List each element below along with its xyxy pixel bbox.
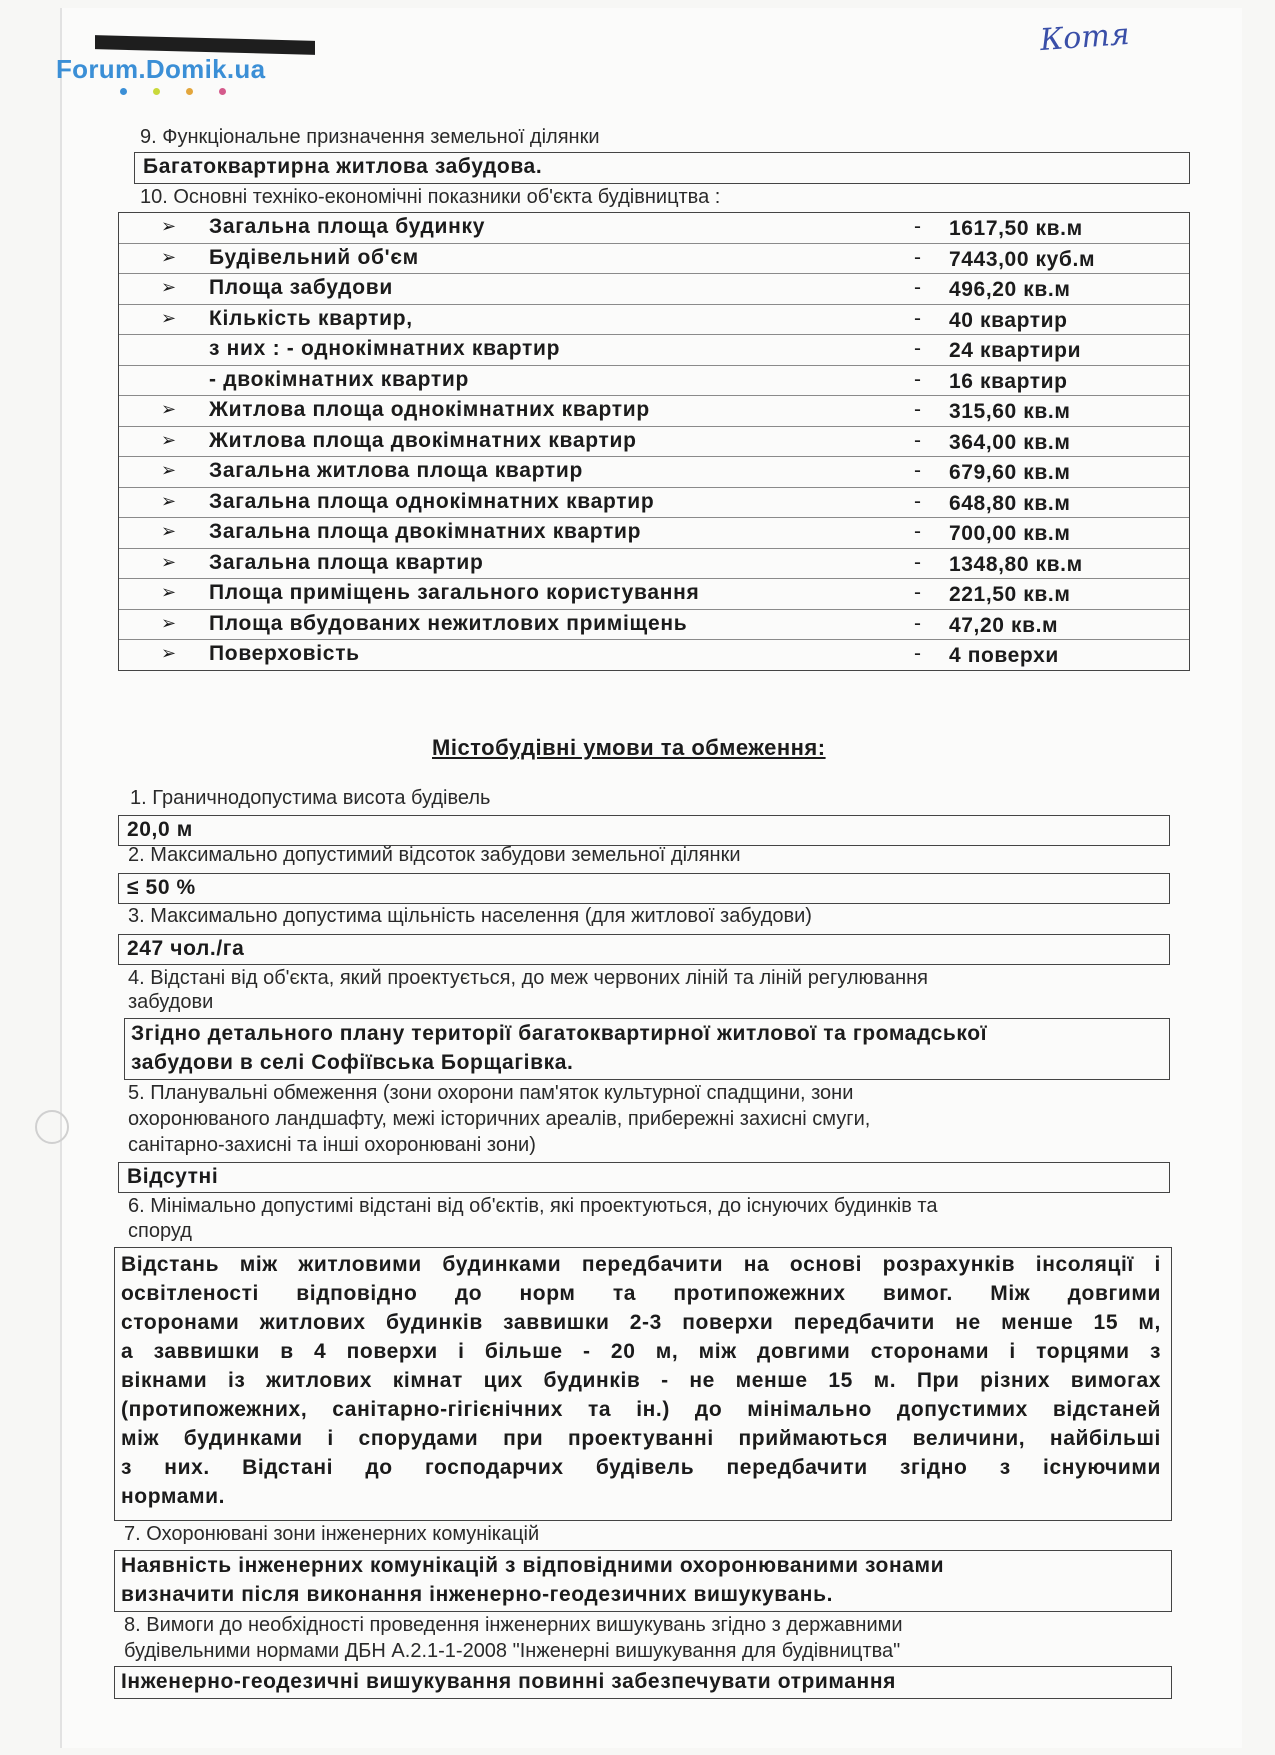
bullet-icon: ➢ [161,551,177,572]
item8-value [121,1667,896,1696]
indicator-row [119,213,1189,244]
item8-value-line1: Інженерно-геодезичні вишукування повинні забезпечувати отримання [121,1670,896,1693]
item6-box [114,1247,1172,1521]
indicator-name: Площа вбудованих нежитлових приміщень [209,611,688,635]
bullet-icon: ➢ [161,521,177,541]
dot-orange [186,88,193,95]
bullet-icon: ➢ [161,246,177,267]
indicator-dash: - [914,489,921,513]
indicator-name: Загальна площа двокімнатних квартир [209,520,642,543]
indicator-name: Загальна площа квартир [209,550,484,574]
dot-green [153,88,160,95]
indicator-value: 364,00 кв.м [949,430,1071,454]
item8-label-line1: 8. Вимоги до необхідності проведення інженерних вишукувань згідно з державними [124,1614,903,1636]
item1-box [118,815,1170,846]
indicator-row [119,335,1189,366]
bullet-icon: ➢ [161,490,177,511]
dot-pink [219,88,226,95]
item4-value-line2: забудови в селі Софіївська Борщагівка. [131,1051,574,1074]
indicator-row [119,549,1189,580]
indicator-value: 7443,00 куб.м [949,247,1096,271]
item6-label-line2: споруд [128,1220,192,1242]
indicator-dash: - [914,245,921,269]
indicator-row [119,244,1189,275]
indicator-row [119,488,1189,519]
indicator-dash: - [914,276,921,299]
item5-label-line3: санітарно-захисні та інші охоронювані зони) [128,1134,536,1156]
indicator-dash: - [914,520,921,543]
bullet-icon: ➢ [161,277,177,297]
indicator-dash: - [914,550,921,574]
indicator-value: 315,60 кв.м [949,400,1071,423]
indicator-row [119,640,1189,670]
item7-value [121,1551,944,1609]
handwritten-note: Котя [1038,16,1131,59]
item3-value: 247 чол./га [127,937,245,960]
item7-value-line1: Наявність інженерних комунікацій з відповідними охоронюваними зонами [121,1554,945,1577]
item6-value-line1: Відстань між житловими будинками передбачити на основі розрахунків інсоляції і [121,1253,1161,1276]
item6-value-line2: освітленості відповідно до норм та протипожежних вимог. Між довгими [121,1282,1161,1305]
bullet-icon: ➢ [161,429,177,450]
bullet-icon: ➢ [161,399,177,419]
indicator-name: Житлова площа однокімнатних квартир [209,398,650,421]
indicator-dash: - [914,459,921,482]
item5-value: Відсутні [127,1165,219,1188]
item6-value-line6: (протипожежних, санітарно-гігієнічних та ін.) до мінімально допустимих відстаней [121,1398,1161,1421]
item4-value [131,1019,987,1077]
item1-label: 1. Граничнодопустима висота будівель [130,787,491,809]
item8-box [114,1666,1172,1699]
indicator-value: 40 квартир [949,308,1068,332]
item6-value-line5: вікнами із житлових кімнат цих будинків - не менше 15 м. При різних вимогах [121,1369,1161,1392]
item7-value-line2: визначити після виконання інженерно-геодезичних вишукувань. [121,1583,834,1606]
indicator-dash: - [914,367,921,391]
indicator-name: Загальна житлова площа квартир [209,459,584,482]
indicator-name: Загальна площа будинку [209,215,486,238]
indicator-name: - двокімнатних квартир [209,367,470,391]
indicators-table [118,212,1190,671]
staple-mark [35,1110,69,1144]
indicator-value: 679,60 кв.м [949,461,1071,484]
item5-label-line2: охоронюваного ландшафту, межі історичних ареалів, прибережні захисні смуги, [128,1108,871,1130]
item6-label-line1: 6. Мінімально допустимі відстані від об'єктів, які проектуються, до існуючих будинків та [128,1195,938,1217]
indicator-row [119,305,1189,336]
indicator-value: 16 квартир [949,369,1068,393]
indicator-value: 700,00 кв.м [949,522,1071,545]
bullet-icon: ➢ [161,216,177,236]
indicator-value: 1348,80 кв.м [949,552,1083,576]
conditions-title: Містобудівні умови та обмеження: [432,735,826,760]
indicator-row [119,427,1189,458]
item4-value-line1: Згідно детального плану території багатоквартирної житлової та громадської [131,1022,988,1045]
watermark-logo: Forum.Domik.ua [56,54,266,84]
section9-value: Багатоквартирна житлова забудова. [143,155,543,178]
indicator-dash: - [914,306,921,330]
indicator-value: 496,20 кв.м [949,278,1071,301]
item3-box [118,934,1170,965]
indicator-name: Будівельний об'єм [209,245,419,269]
indicator-name: Площа забудови [209,276,393,299]
item6-value-line3: сторонами житлових будинків заввишки 2-3 поверхи передбачити не менше 15 м, [121,1311,1161,1334]
bullet-icon: ➢ [161,460,177,480]
section9-label: 9. Функціональне призначення земельної ділянки [140,126,600,148]
item4-box [124,1018,1170,1080]
item6-value-line9: нормами. [121,1485,226,1508]
indicator-dash: - [914,611,921,635]
dot-blue [120,88,127,95]
indicator-row [119,579,1189,610]
item6-value-line8: з них. Відстані до господарчих будівель передбачити згідно з існуючими [121,1456,1161,1479]
indicator-dash: - [914,581,921,604]
bullet-icon: ➢ [161,307,177,328]
indicator-value: 648,80 кв.м [949,491,1071,515]
indicator-value: 1617,50 кв.м [949,217,1083,240]
item5-box [118,1162,1170,1193]
indicator-name: Загальна площа однокімнатних квартир [209,489,655,513]
indicator-row [119,457,1189,488]
indicator-dash: - [914,642,921,665]
indicator-dash: - [914,337,921,360]
item2-label: 2. Максимально допустимий відсоток забудови земельної ділянки [128,844,741,866]
item5-label-line1: 5. Планувальні обмеження (зони охорони пам'яток культурної спадщини, зони [128,1082,854,1104]
indicator-row [119,610,1189,641]
item1-value: 20,0 м [127,818,193,841]
section9-box [134,152,1190,184]
bullet-icon: ➢ [161,582,177,602]
item8-label-line2: будівельними нормами ДБН А.2.1-1-2008 "Інженерні вишукування для будівництва" [124,1640,901,1662]
item2-value: ≤ 50 % [127,876,196,899]
item4-label-line2: забудови [128,991,214,1013]
indicator-name: Кількість квартир, [209,306,413,330]
indicator-name: з них : - однокімнатних квартир [209,337,561,360]
indicator-value: 4 поверхи [949,644,1059,667]
indicator-name: Житлова площа двокімнатних квартир [209,428,637,452]
indicator-row [119,366,1189,397]
item6-value-line7: між будинками і спорудами при проектуванні приймаються величини, найбільші [121,1427,1161,1450]
indicator-row [119,518,1189,549]
indicator-name: Поверховість [209,642,360,665]
item4-label-line1: 4. Відстані від об'єкта, який проектується, до меж червоних ліній та ліній регулювання [128,967,928,989]
watermark-dots [120,88,226,95]
indicator-dash: - [914,428,921,452]
section10-label: 10. Основні техніко-економічні показники об'єкта будівництва : [140,186,721,208]
indicator-value: 47,20 кв.м [949,613,1059,637]
indicator-dash: - [914,398,921,421]
item3-label: 3. Максимально допустима щільність населення (для житлової забудови) [128,905,812,927]
indicator-dash: - [914,215,921,238]
item2-box [118,873,1170,904]
item7-label: 7. Охоронювані зони інженерних комунікацій [124,1523,540,1545]
bullet-icon: ➢ [161,612,177,633]
indicator-row [119,396,1189,427]
indicator-name: Площа приміщень загального користування [209,581,700,604]
item6-value [121,1250,1161,1511]
bullet-icon: ➢ [161,643,177,663]
item6-value-line4: а заввишки в 4 поверхи і більше - 20 м, між довгими сторонами і торцями з [121,1340,1161,1363]
indicator-value: 24 квартири [949,339,1082,362]
indicator-value: 221,50 кв.м [949,583,1071,606]
item7-box [114,1550,1172,1612]
indicator-row [119,274,1189,305]
